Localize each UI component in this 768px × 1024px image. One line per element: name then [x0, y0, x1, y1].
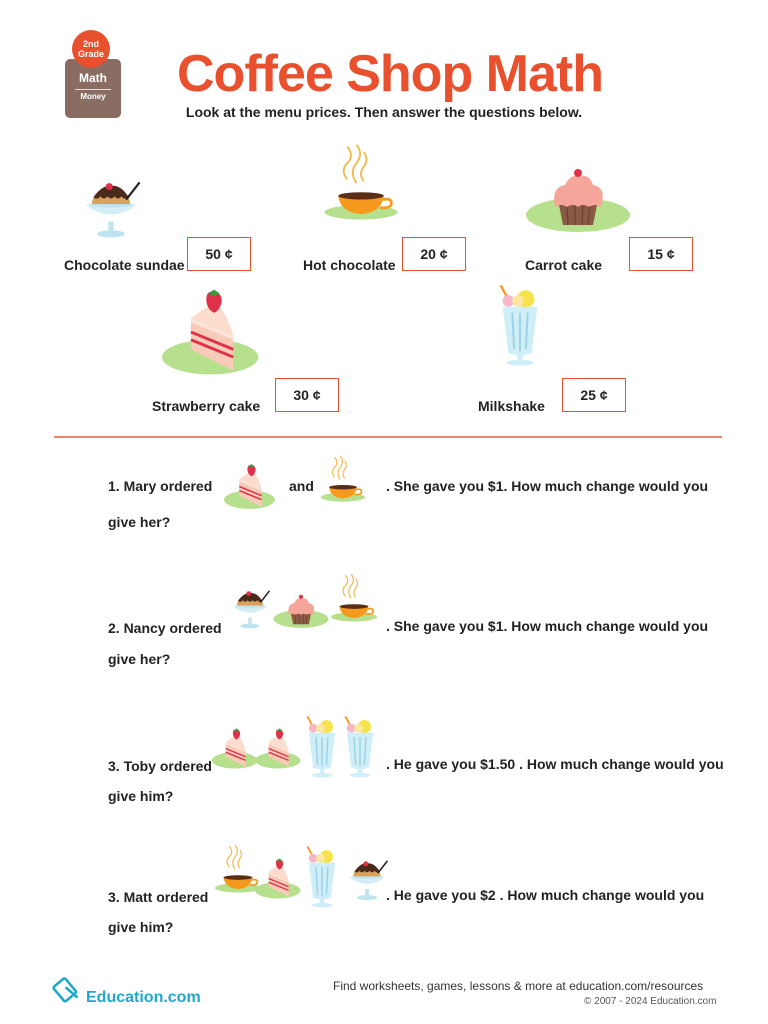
price-box: 20 ¢ [402, 237, 466, 271]
strawberry-cake-icon [255, 850, 305, 908]
question-2-line2: give her? [108, 651, 171, 667]
question-4-line2: give him? [108, 919, 174, 935]
milkshake-icon [491, 282, 549, 372]
topic-label: Money [80, 92, 106, 101]
question-4-prefix: 3. Matt ordered [108, 889, 209, 905]
price-box: 25 ¢ [562, 378, 626, 412]
instructions: Look at the menu prices. Then answer the questions below. [185, 104, 583, 120]
strawberry-cake-icon [255, 720, 305, 778]
footer-copyright: © 2007 - 2024 Education.com [584, 996, 717, 1007]
price-box: 30 ¢ [275, 378, 339, 412]
price-box: 50 ¢ [187, 237, 251, 271]
education-logo-icon [52, 972, 86, 1006]
hot-chocolate-icon [328, 566, 380, 632]
question-3-line2: give him? [108, 788, 174, 804]
question-1-prefix: 1. Mary ordered [108, 478, 213, 494]
question-1-line2: give her? [108, 514, 171, 530]
sundae-icon [76, 180, 146, 244]
question-3-prefix: 3. Toby ordered [108, 758, 212, 774]
menu-item-name: Strawberry cake [152, 398, 261, 414]
strawberry-cake-icon [162, 288, 268, 378]
education-logo[interactable]: Education.com [86, 989, 201, 1006]
question-1-connector: and [289, 478, 314, 494]
subject-label: Math [79, 71, 107, 85]
menu-item-name: Hot chocolate [303, 257, 396, 273]
question-2-text: . She gave you $1. How much change would you [386, 618, 709, 634]
grade-label: 2nd Grade [77, 39, 104, 59]
carrot-cake-icon [523, 160, 633, 236]
question-2-prefix: 2. Nancy ordered [108, 620, 222, 636]
grade-badge [72, 30, 110, 68]
strawberry-cake-icon [224, 458, 280, 516]
question-3-text: . He gave you $1.50 . How much change would you [386, 756, 724, 772]
menu-item-name: Chocolate sundae [64, 257, 185, 273]
price-box: 15 ¢ [629, 237, 693, 271]
footer-tagline[interactable]: Find worksheets, games, lessons & more at education.com/resources [333, 979, 704, 993]
milkshake-icon [338, 714, 382, 782]
question-4-text: . He gave you $2 . How much change would you [386, 887, 705, 903]
hot-chocolate-icon [318, 446, 368, 514]
milkshake-icon [300, 844, 344, 912]
carrot-cake-icon [272, 586, 330, 634]
menu-item-name: Carrot cake [525, 257, 603, 273]
sundae-icon [226, 586, 274, 636]
divider [54, 436, 722, 438]
menu-item-name: Milkshake [478, 398, 545, 414]
hot-chocolate-icon [320, 138, 402, 230]
page-title: Coffee Shop Math [177, 45, 603, 103]
question-1-text: . She gave you $1. How much change would you [386, 478, 709, 494]
sundae-icon [342, 856, 392, 908]
